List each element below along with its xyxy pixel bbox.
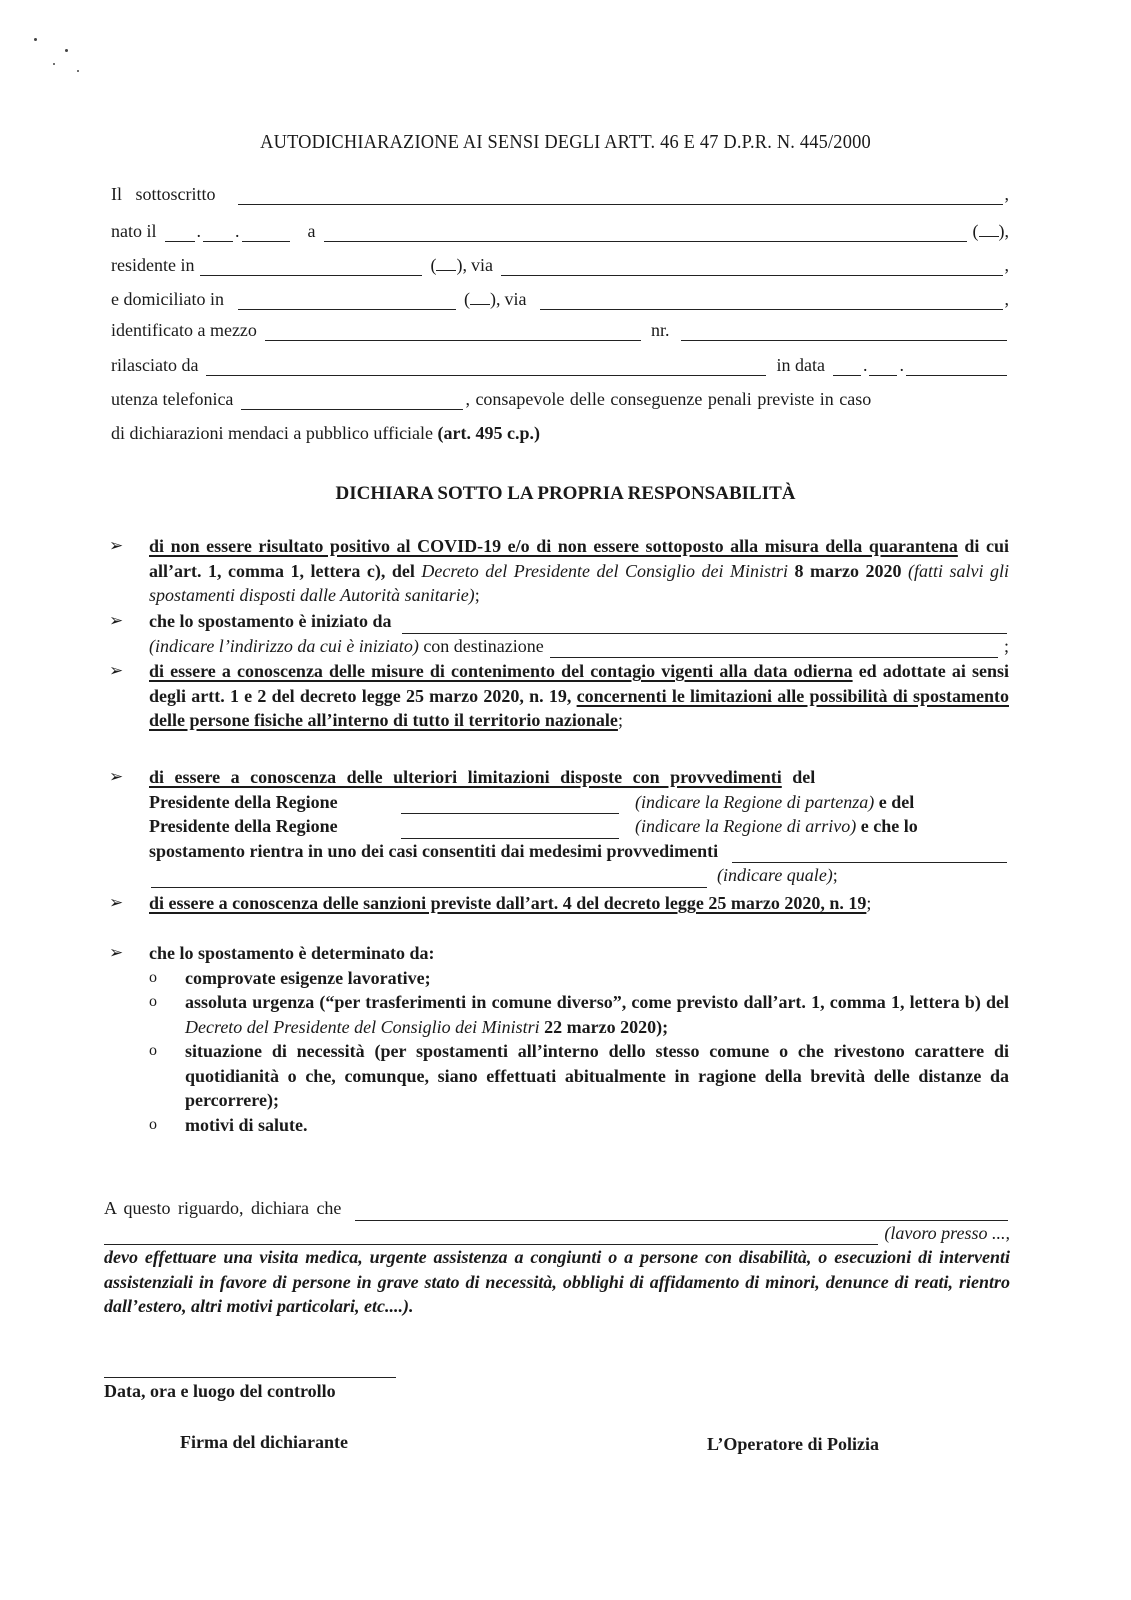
bullet-misure — [111, 659, 1009, 733]
arrival-hint: (indicare la Regione di arrivo) — [635, 816, 857, 836]
line-domiciliato: e domiciliato in ( ), via , — [111, 286, 1009, 310]
arrow-bullet-icon: ➢ — [109, 536, 124, 555]
reason-option-urgency[interactable] — [149, 990, 1009, 1039]
reason-option-work[interactable] — [149, 966, 1009, 991]
domicile-province-field[interactable]: ( ), — [464, 286, 501, 310]
sottoscritto-field[interactable] — [238, 186, 1003, 205]
birth-day-field[interactable] — [165, 223, 195, 242]
rilasciato-label: rilasciato da — [111, 355, 199, 375]
text: ; — [1003, 635, 1009, 656]
circle-bullet-icon: o — [149, 1042, 157, 1059]
consapevole-text: , consapevole delle conseguenze penali previste in caso — [465, 389, 872, 409]
bullet-spostamento — [111, 609, 1009, 658]
bullet-sanzioni — [111, 891, 1009, 916]
domicile-city-field[interactable] — [238, 291, 456, 310]
decree-name: Decreto del Presidente del Consiglio dei Ministri — [421, 560, 789, 581]
line-residente: residente in ( ), via , — [111, 252, 1009, 276]
in-data-label: in data — [776, 355, 825, 375]
id-document-field[interactable] — [265, 322, 641, 341]
issue-month-field[interactable] — [869, 357, 897, 376]
arrow-bullet-icon: ➢ — [109, 611, 124, 630]
arrow-bullet-icon: ➢ — [109, 661, 124, 680]
domicile-via-label: via — [504, 289, 527, 309]
text: 8 marzo 2020 — [788, 560, 908, 581]
text: di cui all’art. 1, comma 1, lettera c), del — [149, 536, 1010, 581]
domicile-street-field[interactable] — [540, 291, 1002, 310]
text: del — [781, 767, 816, 787]
domiciliato-label: e domiciliato in — [111, 289, 224, 309]
control-label: Data, ora e luogo del controllo — [104, 1381, 336, 1401]
text: ; — [474, 585, 480, 605]
option-text: motivi di salute. — [185, 1114, 308, 1135]
option-text: 22 marzo 2020); — [539, 1016, 669, 1037]
provision-hint: (indicare quale) — [717, 865, 833, 885]
art-reference: (art. 495 c.p.) — [437, 423, 541, 443]
line-nato: nato il . . a ( ), — [111, 218, 1009, 242]
residente-label: residente in — [111, 255, 195, 275]
option-text: comprovate esigenze lavorative; — [185, 967, 431, 988]
option-text: situazione di necessità (per spostamenti all’interno dello stesso comune o che rivestono carattere di quotidianità o che, comunque, siano effettuati abitualmente in ragione della brevità delle distanze da percorrere); — [185, 1041, 1009, 1110]
issue-day-field[interactable] — [833, 357, 861, 376]
bullet-motivazione — [111, 941, 1009, 1137]
regional-limits-statement: di essere a conoscenza delle ulteriori limitazioni disposte con provvedimenti — [149, 767, 782, 787]
start-address-field[interactable] — [402, 615, 1008, 634]
text: ; — [866, 893, 872, 913]
phone-field[interactable] — [241, 391, 463, 410]
text: spostamento rientra in uno dei casi consentiti dai medesimi provvedimenti — [149, 840, 719, 861]
control-signature-line[interactable] — [104, 1377, 396, 1378]
provision-field-continued[interactable] — [151, 869, 707, 888]
start-label: che lo spostamento è iniziato da — [149, 611, 392, 631]
reason-paragraph — [104, 1196, 1010, 1319]
reason-intro: che lo spostamento è determinato da: — [149, 943, 435, 963]
option-text: assoluta urgenza (“per trasferimenti in comune diverso”, come previsto dall’art. 1, comma 1, lettera b) del — [185, 992, 1009, 1012]
reason-option-necessity[interactable] — [149, 1039, 1009, 1113]
birth-month-field[interactable] — [203, 223, 233, 242]
residence-via-label: via — [470, 255, 493, 275]
issuer-field[interactable] — [206, 357, 766, 376]
covid-statement: di non essere risultato positivo al COVID-19 e/o di non essere sottoposto alla misura della quarantena — [149, 536, 958, 556]
mendaci-text: di dichiarazioni mendaci a pubblico ufficiale — [111, 423, 438, 443]
nato-label: nato il — [111, 221, 157, 241]
declaration-heading: DICHIARA SOTTO LA PROPRIA RESPONSABILITÀ — [335, 483, 796, 504]
arrival-region-field[interactable] — [401, 820, 619, 839]
line-rilasciato: rilasciato da in data . . — [111, 355, 1009, 376]
reason-hint-body: devo effettuare una visita medica, urgente assistenza a congiunti o a persone con disabilità, o esecuzioni di interventi assistenziali in favore di persone in grave stato di necessità, obblighi di affidamento di minori, denunce di reati, rientro dall’estero, altri motivi particolari, etc....). — [104, 1247, 1010, 1316]
destination-field[interactable] — [550, 639, 998, 658]
measures-statement: di essere a conoscenza delle misure di contenimento del contagio vigenti alla data odierna — [149, 661, 853, 681]
reason-field[interactable] — [355, 1202, 1008, 1221]
president-label: Presidente della Regione — [149, 816, 338, 836]
residence-street-field[interactable] — [501, 257, 1003, 276]
start-hint: (indicare l’indirizzo da cui è iniziato) — [149, 635, 419, 656]
police-label: L’Operatore di Polizia — [707, 1434, 879, 1454]
destination-label: con destinazione — [418, 635, 544, 656]
departure-hint: (indicare la Regione di partenza) — [635, 791, 875, 812]
reason-label: A questo riguardo, dichiara che — [104, 1198, 342, 1218]
birth-place-field[interactable] — [324, 223, 967, 242]
bullet-covid — [111, 534, 1009, 608]
document-title: AUTODICHIARAZIONE AI SENSI DEGLI ARTT. 46 E 47 D.P.R. N. 445/2000 — [260, 131, 871, 153]
reason-field-continued[interactable] — [104, 1226, 878, 1245]
text: ; — [832, 865, 838, 885]
provision-field[interactable] — [732, 844, 1007, 863]
reason-hint: (lavoro presso ..., — [884, 1222, 1010, 1243]
birth-year-field[interactable] — [242, 223, 290, 242]
residence-province-field[interactable]: ( ), — [430, 252, 467, 276]
sanctions-statement: di essere a conoscenza delle sanzioni previste dall’art. 4 del decreto legge 25 marzo 2020, n. 19 — [149, 893, 867, 913]
circle-bullet-icon: o — [149, 1115, 157, 1133]
departure-region-field[interactable] — [401, 795, 619, 814]
line-sottoscritto: Il sottoscritto , — [111, 184, 1009, 204]
line-utenza — [111, 389, 1009, 410]
decree-name: Decreto del Presidente del Consiglio dei Ministri — [185, 1016, 540, 1037]
circle-bullet-icon: o — [149, 968, 157, 986]
line-mendaci — [111, 423, 1009, 444]
nr-label: nr. — [650, 320, 670, 340]
reason-option-health[interactable] — [149, 1113, 1009, 1138]
birth-province-field[interactable]: ( ), — [973, 218, 1010, 242]
id-number-field[interactable] — [681, 322, 1007, 341]
arrow-bullet-icon: ➢ — [109, 767, 124, 786]
text: e che lo — [856, 816, 918, 836]
arrow-bullet-icon: ➢ — [109, 893, 124, 912]
circle-bullet-icon: o — [149, 993, 157, 1010]
note: (fatti salvi gli spostamenti disposti dalle Autorità sanitarie) — [149, 560, 1009, 605]
limits-statement: concernenti le limitazioni alle possibilità di spostamento delle persone fisiche all’interno di tutto il territorio nazionale — [149, 685, 1009, 730]
signature-label: Firma del dichiarante — [180, 1432, 348, 1452]
bullet-regioni — [111, 765, 1009, 888]
text: ; — [617, 710, 623, 730]
nato-a-label: a — [307, 221, 316, 241]
line-identificato — [111, 320, 1009, 341]
text: e del — [874, 791, 915, 812]
identificato-label: identificato a mezzo — [111, 320, 257, 340]
text: ed adottate ai sensi degli artt. 1 e 2 del decreto legge 25 marzo 2020, n. 19, — [149, 661, 1009, 706]
utenza-label: utenza telefonica — [111, 389, 234, 409]
sottoscritto-label: Il sottoscritto — [111, 184, 216, 204]
issue-year-field[interactable] — [906, 357, 1007, 376]
president-label: Presidente della Regione — [149, 791, 338, 812]
residence-city-field[interactable] — [200, 257, 422, 276]
arrow-bullet-icon: ➢ — [109, 943, 124, 962]
